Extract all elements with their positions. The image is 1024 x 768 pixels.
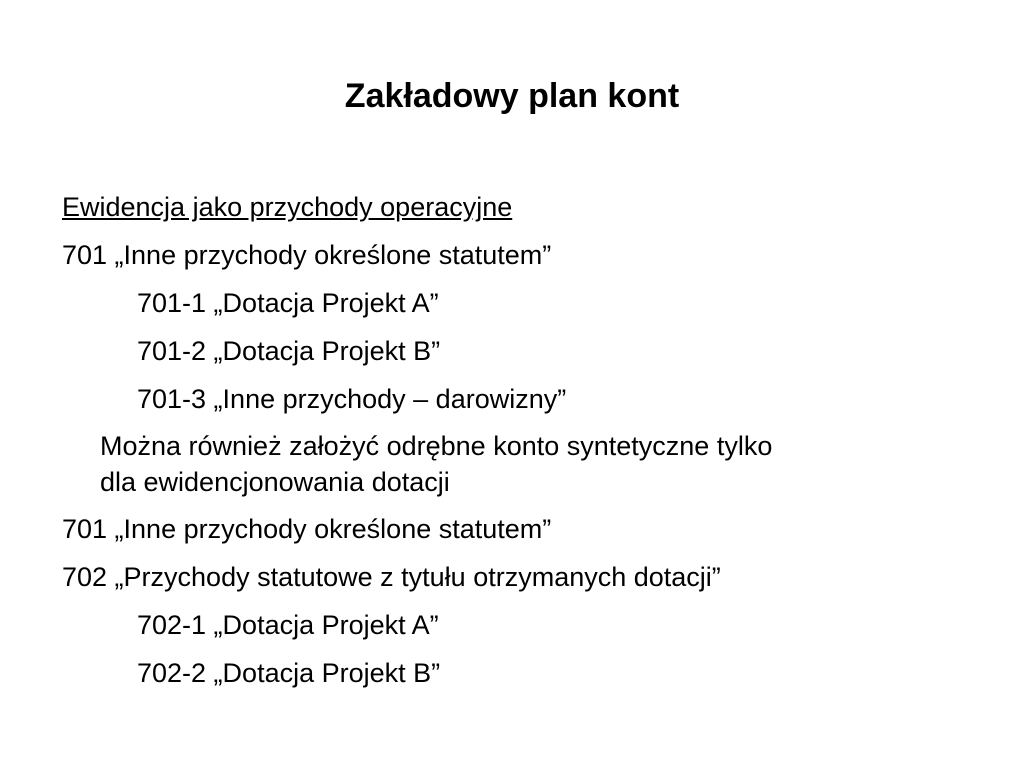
subaccount-line: 701-3 „Inne przychody – darowizny” (137, 384, 567, 414)
subaccount-line: 701-2 „Dotacja Projekt B” (137, 336, 441, 366)
account-line: 701 „Inne przychody określone statutem” (62, 514, 552, 544)
subaccount-line: 701-1 „Dotacja Projekt A” (137, 288, 439, 318)
subaccount-line: 702-2 „Dotacja Projekt B” (137, 658, 441, 688)
note-paragraph (62, 428, 960, 500)
slide-title: Zakładowy plan kont (344, 77, 680, 115)
note-line: Można również założyć odrębne konto syntetyczne tylko (100, 431, 773, 461)
slide-body (62, 188, 982, 702)
subaccount-line: 702-1 „Dotacja Projekt A” (137, 610, 439, 640)
account-line: 701 „Inne przychody określone statutem” (62, 240, 552, 270)
note-line: dla ewidencjonowania dotacji (100, 467, 450, 497)
section-heading: Ewidencja jako przychody operacyjne (62, 192, 513, 222)
account-line: 702 „Przychody statutowe z tytułu otrzymanych dotacji” (62, 562, 721, 592)
